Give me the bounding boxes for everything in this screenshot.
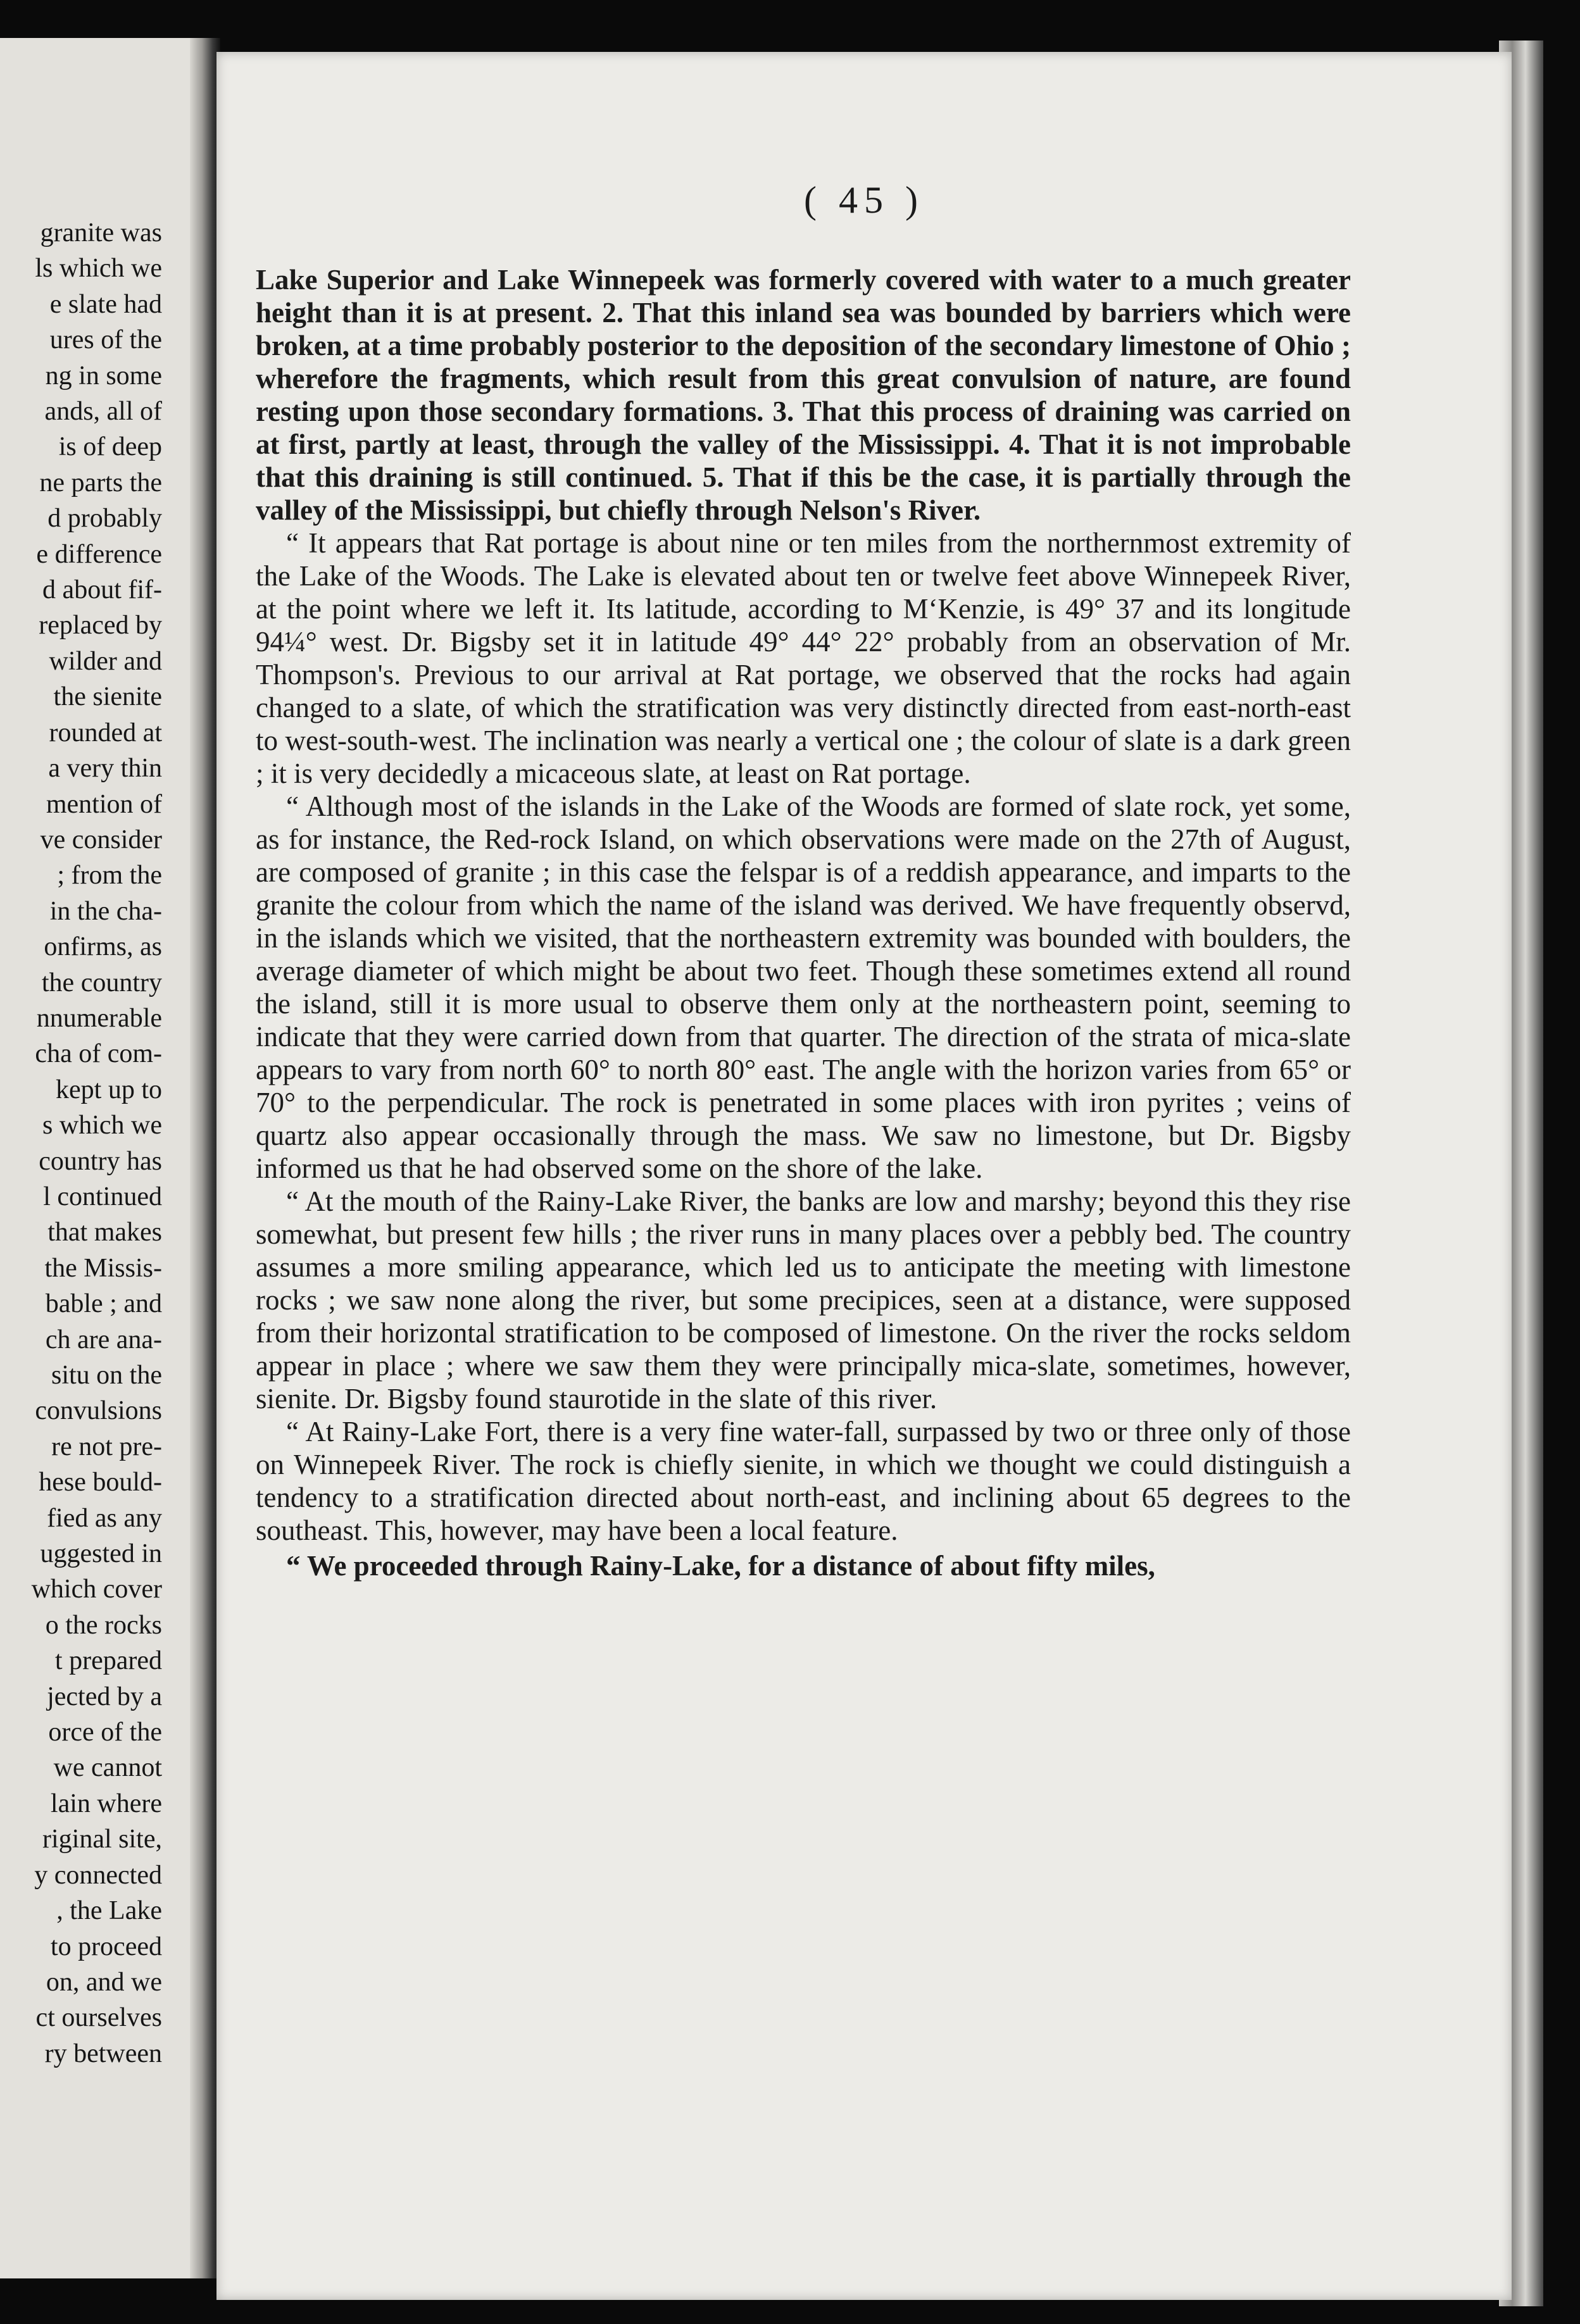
previous-page-line: the country — [41, 968, 162, 997]
previous-page-line: on, and we — [46, 1967, 162, 1997]
previous-page-line: d about fif- — [42, 575, 162, 605]
previous-page-line: ng in some — [45, 361, 162, 390]
paragraph: “ Although most of the islands in the Lake of the Woods are formed of slate rock, yet some, as for instance, the Red-rock Island, on which observations were made on the 27th of August, are composed of granite ; in this case the felspar is of a reddish appearance, and imparts to the granite the colour from which the name of the island was derived. We have frequently observd, in the islands which we visited, that the northeastern extremity was bounded with boulders, the average diameter of which might be about two feet. Though these sometimes extend all round the island, still it is more usual to observe them only at the northeastern point, seeming to indicate that they were carried down from that quarter. The direction of the strata of mica-slate appears to vary from north 60° to north 80° east. The angle with the horizon varies from 65° or 70° to the perpendicular. The rock is penetrated in some places with iron pyrites ; veins of quartz also appear occasionally through the mass. We saw no limestone, but Dr. Bigsby informed us that he had observed some on the shore of the lake. — [256, 790, 1351, 1184]
paragraph: “ It appears that Rat portage is about nine or ten miles from the northernmost extremity of the Lake of the Woods. The Lake is elevated about ten or twelve feet above Winnepeek River, at the point where we left it. Its latitude, according to M‘Kenzie, is 49° 37 and its longitude 94¼° west. Dr. Bigsby set it in latitude 49° 44° 22° probably from an observation of Mr. Thompson's. Previous to our arrival at Rat portage, we observed that the rocks had again changed to a slate, of which the stratification was very distinctly directed from east-north-east to west-south-west. The inclination was nearly a vertical one ; the colour of slate is a dark green ; it is very decidedly a micaceous slate, at least on Rat portage. — [256, 527, 1351, 789]
previous-page-line: situ on the — [51, 1361, 162, 1390]
previous-page-line: we cannot — [53, 1753, 162, 1783]
previous-page-line: wilder and — [49, 646, 162, 676]
page-body — [256, 263, 1351, 1582]
previous-page-line: is of deep — [58, 432, 162, 462]
previous-page-line: kept up to — [56, 1075, 162, 1104]
previous-page-line: , the Lake — [56, 1896, 162, 1926]
previous-page-line: mention of — [46, 789, 162, 819]
previous-page-line: convulsions — [35, 1396, 162, 1426]
book-page — [216, 52, 1512, 2300]
previous-page-line: a very thin — [48, 754, 162, 784]
previous-page-strip — [0, 38, 201, 2278]
previous-page-line: l continued — [43, 1182, 162, 1211]
previous-page-line: cha of com- — [35, 1039, 162, 1069]
previous-page-line: to proceed — [50, 1932, 162, 1961]
paragraph: Lake Superior and Lake Winnepeek was formerly covered with water to a much greater height than it is at present. 2. That this inland sea was bounded by barriers which were broken, at a time probably posterior to the deposition of the secondary limestone of Ohio ; wherefore the fragments, which result from this great convulsion of nature, are found resting upon those secondary formations. 3. That this process of draining was carried on at first, partly at least, through the valley of the Mississippi. 4. That it is not improbable that this draining is still continued. 5. That if this be the case, it is partially through the valley of the Mississippi, but chiefly through Nelson's River. — [256, 264, 1351, 526]
previous-page-line: s which we — [42, 1111, 162, 1140]
previous-page-line: uggested in — [40, 1539, 162, 1569]
previous-page-line: ve consider — [40, 825, 162, 854]
page-number: ( 45 ) — [804, 179, 924, 221]
previous-page-line: rounded at — [49, 718, 162, 747]
previous-page-line: ry between — [44, 2039, 162, 2068]
previous-page-line: lain where — [50, 1789, 162, 1818]
previous-page-line: onfirms, as — [44, 932, 162, 962]
paragraph: “ We proceeded through Rainy-Lake, for a distance of about fifty miles, — [286, 1550, 1155, 1582]
previous-page-line: ures of the — [49, 325, 162, 355]
previous-page-line: y connected — [34, 1860, 162, 1890]
previous-page-line: bable ; and — [45, 1289, 162, 1319]
previous-page-line: the sienite — [53, 682, 162, 712]
book-gutter — [190, 38, 220, 2278]
previous-page-line: t prepared — [54, 1646, 162, 1676]
previous-page-line: ne parts the — [39, 468, 162, 497]
previous-page-text — [0, 215, 162, 2071]
previous-page-line: e difference — [36, 539, 162, 569]
previous-page-line: e slate had — [49, 289, 162, 319]
previous-page-line: riginal site, — [42, 1825, 162, 1854]
previous-page-line: orce of the — [48, 1718, 162, 1747]
previous-page-line: in the cha- — [49, 896, 162, 926]
previous-page-line: granite was — [40, 218, 162, 247]
previous-page-line: country has — [39, 1146, 162, 1176]
previous-page-line: replaced by — [39, 611, 162, 640]
previous-page-line: o the rocks — [45, 1610, 162, 1640]
previous-page-line: ls which we — [35, 254, 162, 284]
paragraph: “ At Rainy-Lake Fort, there is a very fine water-fall, surpassed by two or three only of those on Winnepeek River. The rock is chiefly sienite, in which we thought we could distinguish a tendency to a stratification directed about north-east, and inclining about 65 degrees to the southeast. This, however, may have been a local feature. — [256, 1416, 1351, 1546]
previous-page-line: fied as any — [47, 1503, 162, 1533]
previous-page-line: re not pre- — [51, 1432, 162, 1461]
previous-page-line: jected by a — [47, 1682, 162, 1711]
previous-page-line: ands, all of — [44, 397, 162, 427]
previous-page-line: d probably — [47, 504, 162, 534]
previous-page-line: hese bould- — [39, 1468, 162, 1497]
previous-page-line: ch are ana- — [45, 1325, 162, 1354]
previous-page-line: nnumerable — [36, 1003, 162, 1033]
previous-page-line: ; from the — [57, 861, 162, 890]
previous-page-line: ct ourselves — [35, 2003, 162, 2033]
previous-page-line: which cover — [31, 1575, 162, 1604]
previous-page-line: the Missis- — [44, 1253, 162, 1283]
paragraph: “ At the mouth of the Rainy-Lake River, the banks are low and marshy; beyond this they rise somewhat, but present few hills ; the river runs in many places over a pebbly bed. The country assumes a more smiling appearance, which led us to anticipate the meeting with limestone rocks ; we saw none along the river, but some precipices, seen at a distance, were supposed from their horizontal stratification to be composed of limestone. On the river the rocks seldom appear in place ; where we saw them they were principally mica-slate, sometimes, however, sienite. Dr. Bigsby found staurotide in the slate of this river. — [256, 1185, 1351, 1415]
previous-page-line: that makes — [47, 1218, 162, 1247]
